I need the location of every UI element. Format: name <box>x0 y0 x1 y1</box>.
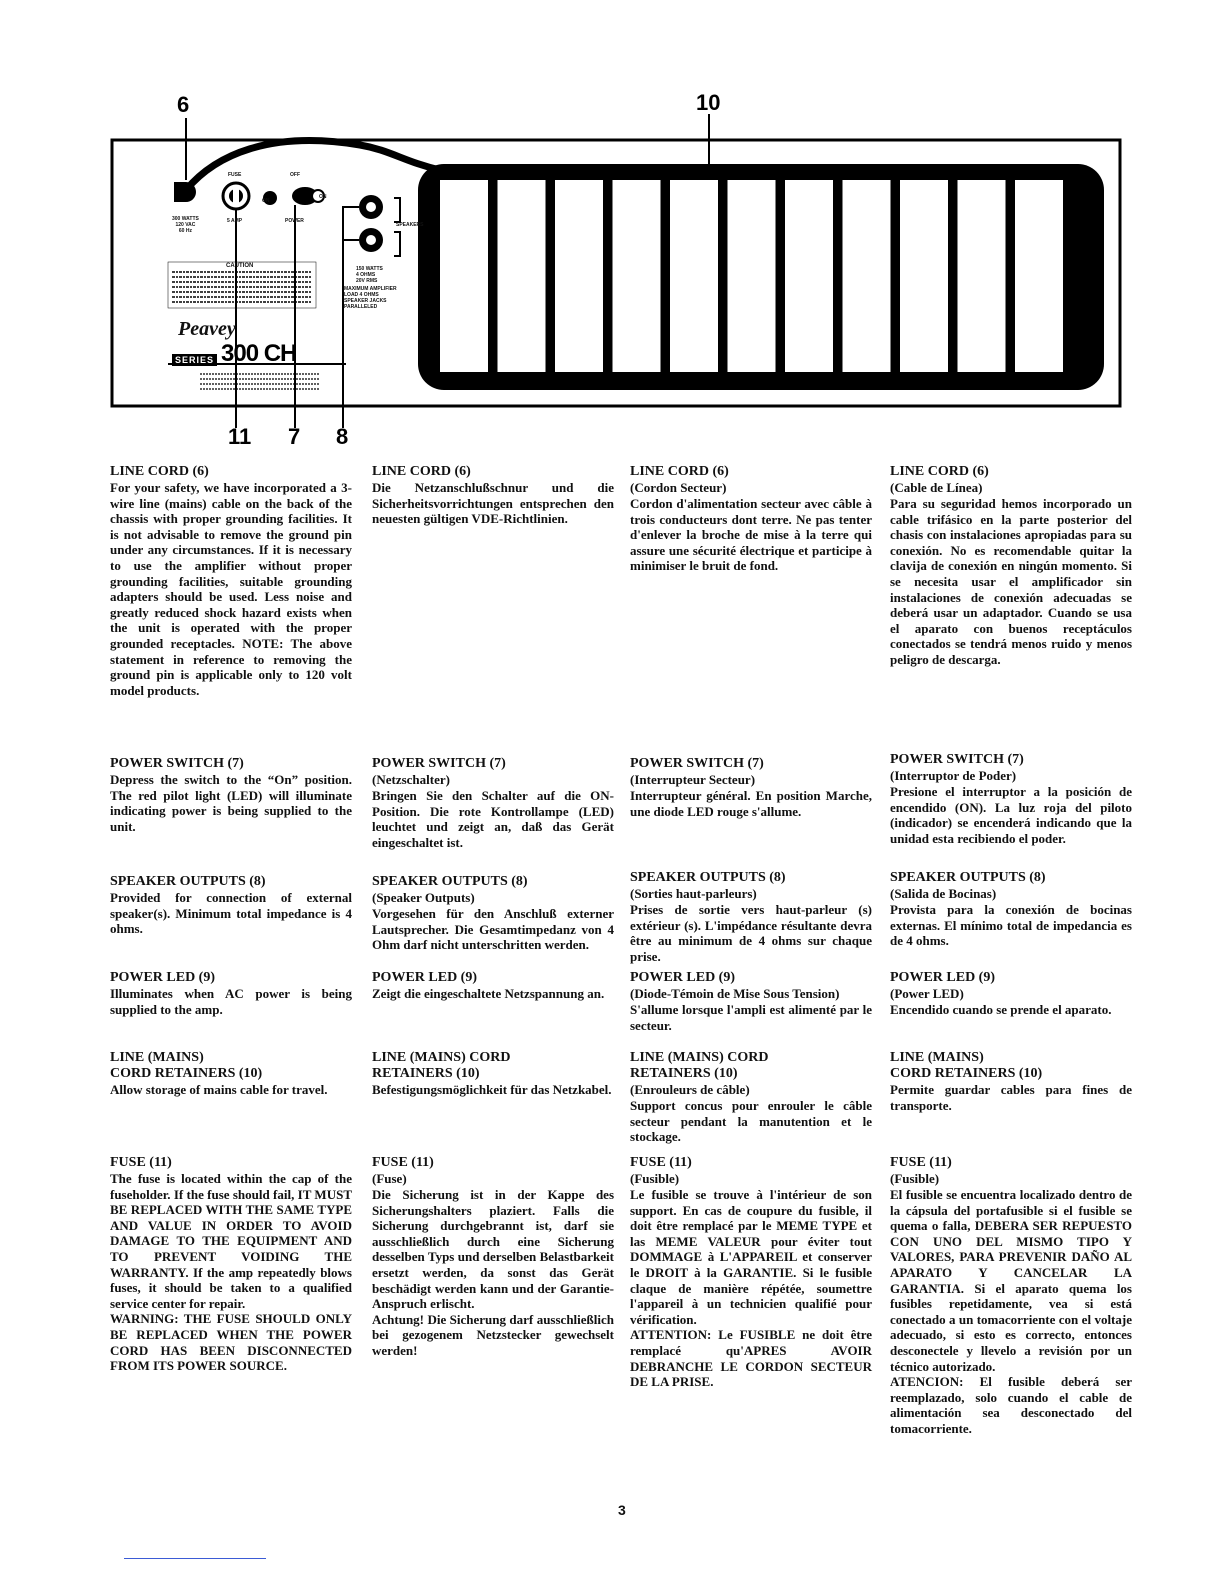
section-body <box>110 1082 352 1098</box>
section-body <box>630 1098 872 1145</box>
model-row <box>172 342 296 366</box>
paragraph: Die Netzanschlußschnur und die Sicherheitsvorrichtungen entsprechen den neuesten gültigen VDE-Richtlinien. <box>372 480 614 527</box>
callout-10: 10 <box>696 90 721 115</box>
section <box>890 1155 1132 1437</box>
section-heading: LINE (MAINS) CORD RETAINERS (10) <box>110 1050 263 1081</box>
section-heading: LINE (MAINS) CORD RETAINERS (10) <box>890 1050 1043 1081</box>
paragraph: Support concus pour enrouler le câble secteur pendant la manutention et le stockage. <box>630 1098 872 1145</box>
off-label: OFF <box>290 172 300 178</box>
section-body <box>372 788 614 850</box>
paragraph: Achtung! Die Sicherung darf ausschließlich bei gezogenem Netzstecker gewechselt werden! <box>372 1311 614 1358</box>
section-body <box>372 986 614 1002</box>
callout-7: 7 <box>288 424 301 449</box>
section-body <box>110 986 352 1017</box>
section-subheading: (Fusible) <box>630 1171 680 1186</box>
callout-8: 8 <box>336 424 349 449</box>
page-number: 3 <box>618 1502 626 1518</box>
power-label: POWER <box>285 218 304 224</box>
section-body <box>630 902 872 964</box>
section <box>630 870 872 964</box>
paragraph: Interrupteur général. En position Marche, une diode LED rouge s'allume. <box>630 788 872 819</box>
model-label: 300 CH <box>221 340 297 367</box>
section-heading: POWER SWITCH (7) <box>890 752 1024 767</box>
section-heading: POWER LED (9) <box>372 970 477 985</box>
section <box>372 756 614 850</box>
section-body <box>372 1082 614 1098</box>
section-subheading: (Cordon Secteur) <box>630 480 727 495</box>
paragraph: Bringen Sie den Schalter auf die ON-Position. Die rote Kontrollampe (LED) leuchtet und zeigt an, daß das Gerät eingeschaltet ist. <box>372 788 614 850</box>
section-heading: LINE (MAINS) CORD RETAINERS (10) <box>630 1050 769 1081</box>
section-body <box>890 1002 1132 1018</box>
section-heading: SPEAKER OUTPUTS (8) <box>110 874 266 889</box>
paragraph: Zeigt die eingeschaltete Netzspannung an. <box>372 986 605 1001</box>
paragraph: Illuminates when AC power is being supplied to the amp. <box>110 986 352 1017</box>
retainer-slot <box>670 180 718 372</box>
paragraph: Prises de sortie vers haut-parleur (s) extérieur (s). L'impédance résultante devra être au minimum de 4 ohms sur chaque prise. <box>630 902 872 964</box>
paragraph: Die Sicherung ist in der Kappe des Sicherungshalters plaziert. Falls die Sicherung durchgebrannt ist, darf sie ausschließlich durch eine Sicherung desselben Typs und derselben Belastbarkeit ersetzt werden, da sonst das Gerät beschädigt werden kann und der Garantie-Anspruch erlischt. <box>372 1187 614 1312</box>
paragraph: Le fusible se trouve à l'intérieur de son support. En cas de coupure du fusible, il doit être remplacé par le MEME TYPE et las MEME VALEUR pour éviter tout DOMMAGE à L'APPAREIL et conserver le DROIT à la GARANTIE. Si le fusible claque de manière répétée, soumettre l'appareil à un technicien qualifié pour vérification. <box>630 1187 872 1327</box>
section-heading: LINE (MAINS) CORD RETAINERS (10) <box>372 1050 511 1081</box>
section <box>630 464 872 574</box>
paragraph: WARNING: THE FUSE SHOULD ONLY BE REPLACED WHEN THE POWER CORD HAS BEEN DISCONNECTED FROM ITS POWER SOURCE. <box>110 1311 352 1374</box>
retainer-slot <box>1015 180 1063 372</box>
section-body <box>372 906 614 953</box>
brand-logo: Peavey <box>178 318 236 340</box>
section-body <box>372 1187 614 1359</box>
section-heading: LINE CORD (6) <box>630 464 729 479</box>
retainer-slot <box>785 180 833 372</box>
section <box>110 874 352 937</box>
section-subheading: (Cable de Línea) <box>890 480 983 495</box>
section <box>372 1155 614 1359</box>
section-body <box>890 902 1132 949</box>
section <box>630 1050 872 1145</box>
section-heading: POWER LED (9) <box>630 970 735 985</box>
retainer-slot <box>498 180 546 372</box>
on-label-left: ON <box>262 198 270 204</box>
output-note-label: MAXIMUM AMPLIFIER LOAD 4 OHMS SPEAKER JACKS PARALLELED <box>344 286 397 310</box>
section-heading: FUSE (11) <box>630 1155 692 1170</box>
section <box>110 464 352 698</box>
paragraph: S'allume lorsque l'ampli est alimenté par le secteur. <box>630 1002 872 1033</box>
section-heading: POWER SWITCH (7) <box>110 756 244 771</box>
section <box>890 464 1132 668</box>
section <box>630 970 872 1033</box>
paragraph: Provista para la conexión de bocinas externas. El mínimo total de impedancia es de 4 ohms. <box>890 902 1132 949</box>
section-body <box>372 480 614 527</box>
cord-retainer-slots <box>440 180 1063 372</box>
section <box>110 756 352 834</box>
paragraph: The fuse is located within the cap of the fuseholder. If the fuse should fail, IT MUST BE REPLACED WITH THE SAME TYPE AND VALUE IN ORDER TO AVOID DAMAGE TO THE EQUIPMENT AND TO PREVENT VOIDING THE WARRANTY. If the amp repeatedly blows fuses, it should be taken to a qualified service center for repair. <box>110 1171 352 1311</box>
retainer-slot <box>555 180 603 372</box>
section-subheading: (Power LED) <box>890 986 964 1001</box>
retainer-slot <box>728 180 776 372</box>
power-rating-label: 300 WATTS 120 VAC 60 Hz <box>172 216 199 234</box>
paragraph: Vorgesehen für den Anschluß externer Lautsprecher. Die Gesamtimpedanz von 4 Ohm darf nicht unterschritten werden. <box>372 906 614 953</box>
section <box>372 464 614 527</box>
paragraph: Allow storage of mains cable for travel. <box>110 1082 328 1097</box>
section <box>110 1155 352 1374</box>
section-body <box>630 1187 872 1390</box>
speakers-label: SPEAKERS <box>396 222 424 228</box>
output-rating-label: 150 WATTS 4 OHMS 20V RMS <box>356 266 383 284</box>
section-heading: SPEAKER OUTPUTS (8) <box>372 874 528 889</box>
caution-title: CAUTION <box>226 263 254 269</box>
section-heading: FUSE (11) <box>890 1155 952 1170</box>
section-heading: LINE CORD (6) <box>890 464 989 479</box>
section-body <box>110 890 352 937</box>
retainer-slot <box>613 180 661 372</box>
fuse-label: FUSE <box>228 172 242 178</box>
section-heading: LINE CORD (6) <box>110 464 209 479</box>
section-subheading: (Fusible) <box>890 1171 940 1186</box>
section-body <box>630 1002 872 1033</box>
paragraph: Presione el interruptor a la posición de encendido (ON). La luz roja del piloto (indicador) se encenderá indicando que la unidad esta recibiendo el poder. <box>890 784 1132 846</box>
section-heading: LINE CORD (6) <box>372 464 471 479</box>
retainer-slot <box>958 180 1006 372</box>
callout-6: 6 <box>177 92 190 117</box>
section <box>110 1050 352 1098</box>
section <box>890 752 1132 846</box>
section-body <box>890 1082 1132 1113</box>
paragraph: ATENCION: El fusible deberá ser reemplazado, solo cuando el cable de alimentación sea desconectado del tomacorriente. <box>890 1374 1132 1436</box>
retainer-slot <box>900 180 948 372</box>
section-body <box>110 1171 352 1374</box>
section-heading: POWER SWITCH (7) <box>372 756 506 771</box>
paragraph: Permite guardar cables para fines de transporte. <box>890 1082 1132 1113</box>
section-subheading: (Salida de Bocinas) <box>890 886 997 901</box>
section-subheading: (Enrouleurs de câble) <box>630 1082 750 1097</box>
paragraph: ATTENTION: Le FUSIBLE ne doit être remplacé qu'APRES AVOIR DEBRANCHE LE CORDON SECTEUR DE LA PRISE. <box>630 1327 872 1390</box>
fuse-rating-label: 5 AMP <box>227 218 243 224</box>
section-subheading: (Speaker Outputs) <box>372 890 475 905</box>
retainer-slot <box>843 180 891 372</box>
section-heading: FUSE (11) <box>372 1155 434 1170</box>
section-heading: POWER LED (9) <box>110 970 215 985</box>
on-label-right: ON <box>319 194 327 200</box>
paragraph: Para su seguridad hemos incorporado un cable trifásico en la parte posterior del chasis con instalaciones apropiadas para su conexión. No es recomendable quitar la clavija de conexión en ningún momento. Si se necesita usar el amplificador sin instalaciones de conexión adecuadas se deberá usar un adaptador. Cuando se usa el aparato con buenos receptáculos conectados se tendrá menos ruido y menos peligro de descarga. <box>890 496 1132 667</box>
series-label: SERIES <box>172 354 217 366</box>
section-body <box>110 480 352 698</box>
section-subheading: (Interruptor de Poder) <box>890 768 1017 783</box>
callout-11: 11 <box>228 424 252 449</box>
section-body <box>630 496 872 574</box>
paragraph: Encendido cuando se prende el aparato. <box>890 1002 1112 1017</box>
section <box>372 874 614 953</box>
section <box>630 1155 872 1390</box>
section-body <box>630 788 872 819</box>
section <box>372 1050 614 1098</box>
footer-rule <box>124 1558 266 1559</box>
section-subheading: (Sorties haut-parleurs) <box>630 886 757 901</box>
section-subheading: (Netzschalter) <box>372 772 450 787</box>
section-body <box>890 1187 1132 1437</box>
paragraph: El fusible se encuentra localizado dentro de la cápsula del portafusible si el fusible se quema o falla, DEBERA SER REPUESTO CON UNO DEL MISMO TIPO Y VALORES, PARA PREVENIR DAÑO AL APARATO Y CANCELAR LA GARANTIA. Si el aparato quema los fusibles repetidamente, vea si está conectado a un tomacorriente con el voltaje adecuado, si esto es correcto, entonces desconectele y llevelo a revisión por un técnico autorizado. <box>890 1187 1132 1374</box>
section-heading: SPEAKER OUTPUTS (8) <box>630 870 786 885</box>
section-body <box>890 784 1132 846</box>
section-heading: POWER LED (9) <box>890 970 995 985</box>
section <box>890 870 1132 949</box>
section-heading: POWER SWITCH (7) <box>630 756 764 771</box>
section-subheading: (Interrupteur Secteur) <box>630 772 756 787</box>
paragraph: Cordon d'alimentation secteur avec câble à trois conducteurs dont terre. Ne pas tenter d'enlever la broche de mise à la terre qui assure une sécurité électrique et participe à minimiser le bruit de fond. <box>630 496 872 574</box>
section <box>110 970 352 1017</box>
section-heading: SPEAKER OUTPUTS (8) <box>890 870 1046 885</box>
section-body <box>110 772 352 834</box>
paragraph: Provided for connection of external speaker(s). Minimum total impedance is 4 ohms. <box>110 890 352 937</box>
section <box>890 1050 1132 1113</box>
paragraph: Befestigungsmöglichkeit für das Netzkabel. <box>372 1082 612 1097</box>
section <box>630 756 872 819</box>
paragraph: Depress the switch to the “On” position. The red pilot light (LED) will illuminate indicating power is being supplied to the unit. <box>110 772 352 834</box>
section-body <box>890 496 1132 668</box>
paragraph: For your safety, we have incorporated a 3-wire line (mains) cable on the back of the chassis with proper grounding facilities. It is not advisable to remove the ground pin under any circumstances. If it is necessary to use the amplifier without proper grounding facilities, suitable grounding adapters should be used. Less noise and greatly reduced shock hazard exists when the unit is operated with the proper grounded receptacles. NOTE: The above statement in reference to removing the ground pin is applicable only to 120 volt model products. <box>110 480 352 698</box>
section-heading: FUSE (11) <box>110 1155 172 1170</box>
section <box>372 970 614 1002</box>
section-subheading: (Diode-Témoin de Mise Sous Tension) <box>630 986 840 1001</box>
retainer-slot <box>440 180 488 372</box>
section-subheading: (Fuse) <box>372 1171 407 1186</box>
section <box>890 970 1132 1018</box>
